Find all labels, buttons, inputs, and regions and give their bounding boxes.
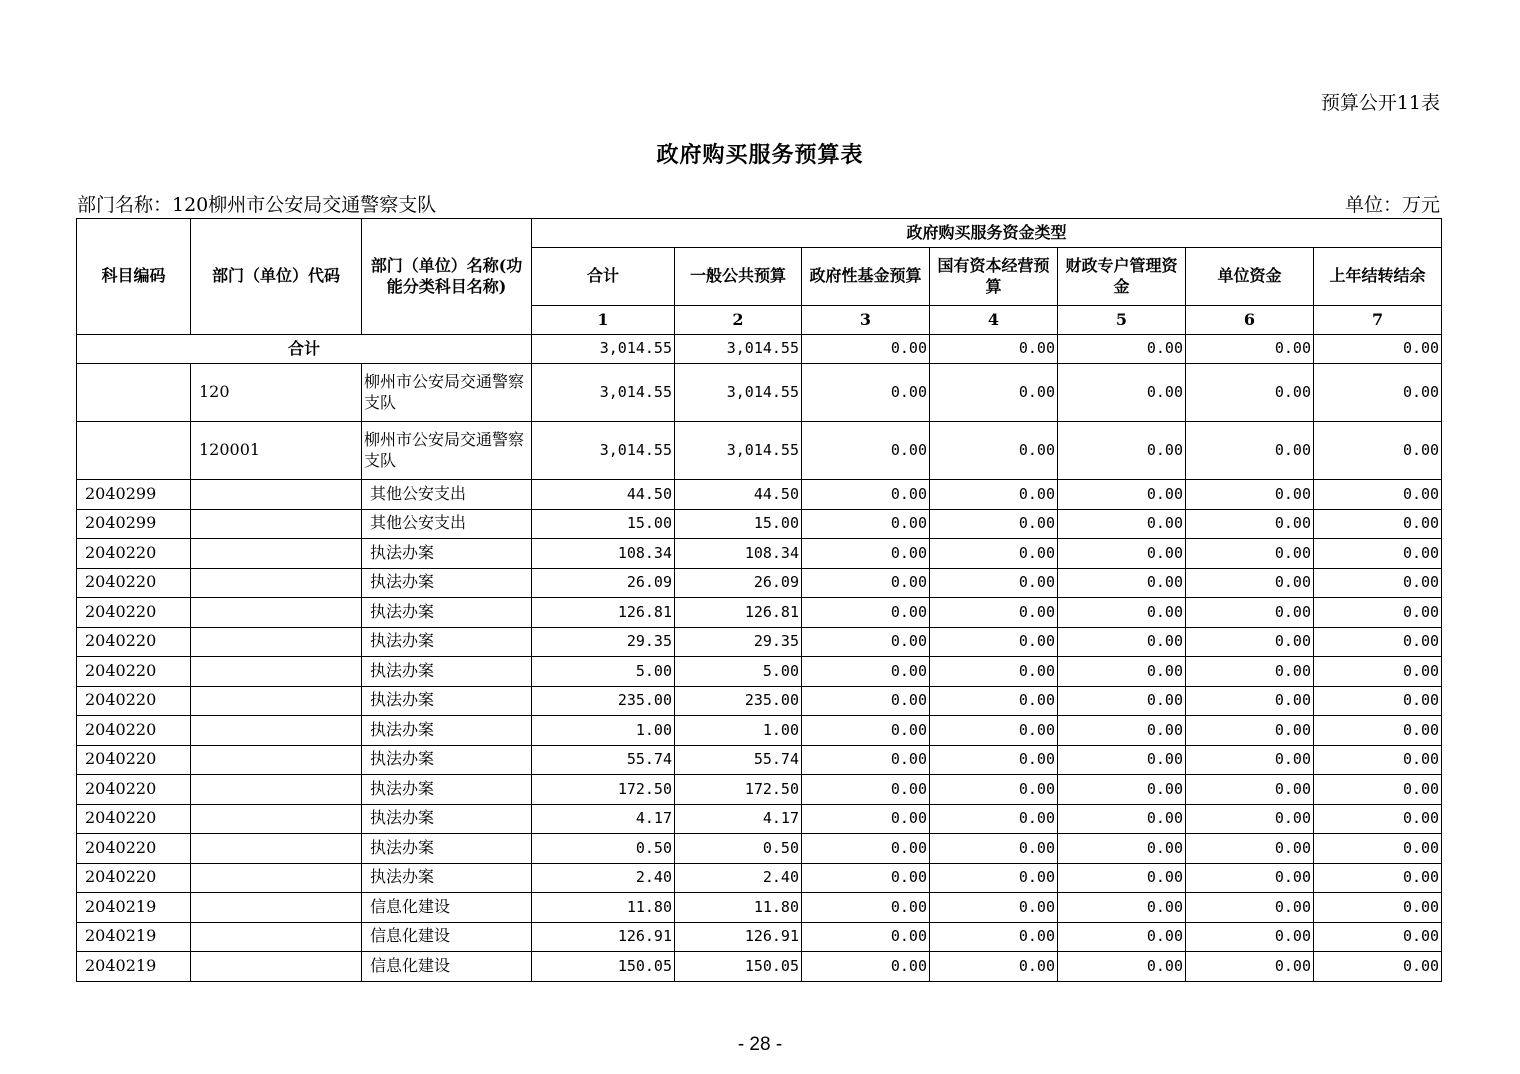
amount-cell: 108.34 — [532, 539, 675, 569]
amount-cell: 2.40 — [675, 863, 802, 893]
subject-code-cell: 2040220 — [77, 834, 191, 864]
amount-cell: 0.00 — [1186, 922, 1314, 952]
table-row — [77, 509, 1442, 539]
header-unit-name: 部门（单位）名称(功能分类科目名称) — [362, 219, 532, 335]
amount-cell: 0.00 — [1314, 568, 1442, 598]
amount-cell: 235.00 — [675, 686, 802, 716]
amount-cell: 0.00 — [802, 834, 930, 864]
amount-cell: 0.00 — [1186, 422, 1314, 480]
amount-cell: 0.00 — [1314, 422, 1442, 480]
table-row — [77, 922, 1442, 952]
amount-cell: 5.00 — [532, 657, 675, 687]
amount-cell: 29.35 — [675, 627, 802, 657]
amount-cell: 3,014.55 — [675, 422, 802, 480]
amount-cell: 0.00 — [930, 364, 1058, 422]
amount-cell: 11.80 — [532, 893, 675, 923]
amount-cell: 0.00 — [1314, 509, 1442, 539]
unit-code-cell — [191, 716, 362, 746]
amount-cell: 26.09 — [532, 568, 675, 598]
amount-cell: 0.00 — [930, 686, 1058, 716]
amount-cell: 0.00 — [802, 716, 930, 746]
item-name-cell: 信息化建设 — [362, 893, 532, 923]
amount-cell: 0.00 — [1186, 509, 1314, 539]
subject-code-cell: 2040219 — [77, 893, 191, 923]
amount-cell: 0.00 — [1314, 952, 1442, 982]
subject-code-cell: 2040220 — [77, 568, 191, 598]
amount-cell: 29.35 — [532, 627, 675, 657]
amount-cell: 0.00 — [802, 686, 930, 716]
amount-cell: 0.00 — [1314, 775, 1442, 805]
header-col-name: 财政专户管理资金 — [1058, 248, 1186, 306]
unit-code-cell — [191, 863, 362, 893]
unit-code-cell — [191, 627, 362, 657]
item-name-cell: 执法办案 — [362, 539, 532, 569]
unit-code-cell — [191, 686, 362, 716]
amount-cell: 0.00 — [1186, 539, 1314, 569]
amount-cell: 0.00 — [930, 893, 1058, 923]
amount-cell: 0.00 — [802, 364, 930, 422]
unit-code-cell — [191, 804, 362, 834]
item-name-cell: 执法办案 — [362, 745, 532, 775]
total-value: 3,014.55 — [532, 335, 675, 364]
header-subject-code: 科目编码 — [77, 219, 191, 335]
amount-cell: 0.00 — [1314, 834, 1442, 864]
amount-cell: 0.00 — [802, 509, 930, 539]
amount-cell: 15.00 — [532, 509, 675, 539]
amount-cell: 0.00 — [802, 893, 930, 923]
unit-code-cell — [191, 952, 362, 982]
item-name-cell: 执法办案 — [362, 716, 532, 746]
amount-cell: 0.00 — [1186, 364, 1314, 422]
amount-cell: 0.00 — [1186, 627, 1314, 657]
amount-cell: 0.50 — [532, 834, 675, 864]
amount-cell: 0.00 — [930, 657, 1058, 687]
item-name-cell: 执法办案 — [362, 863, 532, 893]
amount-cell: 5.00 — [675, 657, 802, 687]
amount-cell: 0.00 — [1314, 716, 1442, 746]
table-row — [77, 568, 1442, 598]
amount-cell: 172.50 — [532, 775, 675, 805]
amount-cell: 0.00 — [1186, 834, 1314, 864]
amount-cell: 0.00 — [1186, 598, 1314, 628]
amount-cell: 126.81 — [532, 598, 675, 628]
amount-cell: 3,014.55 — [532, 364, 675, 422]
amount-cell: 0.00 — [930, 480, 1058, 510]
amount-cell: 55.74 — [675, 745, 802, 775]
item-name-cell: 执法办案 — [362, 775, 532, 805]
unit-code-cell — [191, 657, 362, 687]
amount-cell: 150.05 — [675, 952, 802, 982]
department-label: 部门名称：120柳州市公安局交通警察支队 — [77, 194, 437, 216]
amount-cell: 0.00 — [1314, 893, 1442, 923]
amount-cell: 0.00 — [930, 952, 1058, 982]
subject-code-cell: 2040299 — [77, 480, 191, 510]
amount-cell: 0.00 — [802, 804, 930, 834]
amount-cell: 235.00 — [532, 686, 675, 716]
amount-cell: 0.00 — [1058, 627, 1186, 657]
amount-cell: 1.00 — [532, 716, 675, 746]
item-name-cell: 信息化建设 — [362, 952, 532, 982]
amount-cell: 0.00 — [930, 775, 1058, 805]
amount-cell: 0.00 — [802, 952, 930, 982]
amount-cell: 0.00 — [1186, 804, 1314, 834]
header-unit-code: 部门（单位）代码 — [191, 219, 362, 335]
subject-code-cell: 2040220 — [77, 539, 191, 569]
amount-cell: 4.17 — [675, 804, 802, 834]
unit-code-cell — [191, 834, 362, 864]
item-name-cell: 执法办案 — [362, 568, 532, 598]
amount-cell: 11.80 — [675, 893, 802, 923]
header-col-number: 4 — [930, 306, 1058, 335]
unit-code-cell: 120001 — [191, 422, 362, 480]
unit-code-cell: 120 — [191, 364, 362, 422]
amount-cell: 2.40 — [532, 863, 675, 893]
header-col-number: 7 — [1314, 306, 1442, 335]
amount-cell: 0.00 — [1058, 509, 1186, 539]
unit-code-cell — [191, 598, 362, 628]
amount-cell: 0.00 — [1186, 863, 1314, 893]
amount-cell: 0.00 — [1314, 657, 1442, 687]
unit-name-cell: 柳州市公安局交通警察支队 — [362, 422, 532, 480]
amount-cell: 3,014.55 — [532, 422, 675, 480]
amount-cell: 0.00 — [1186, 893, 1314, 923]
amount-cell: 44.50 — [675, 480, 802, 510]
unit-row — [77, 364, 1442, 422]
amount-cell: 150.05 — [532, 952, 675, 982]
amount-cell: 0.00 — [1186, 775, 1314, 805]
amount-cell: 0.00 — [1058, 686, 1186, 716]
item-name-cell: 其他公安支出 — [362, 480, 532, 510]
amount-cell: 0.00 — [802, 657, 930, 687]
amount-cell: 0.00 — [930, 539, 1058, 569]
unit-code-cell — [191, 568, 362, 598]
amount-cell: 172.50 — [675, 775, 802, 805]
table-row — [77, 863, 1442, 893]
subject-code-cell: 2040219 — [77, 922, 191, 952]
amount-cell: 0.00 — [930, 598, 1058, 628]
unit-code-cell — [191, 539, 362, 569]
amount-cell: 0.00 — [1058, 480, 1186, 510]
amount-cell: 0.00 — [802, 627, 930, 657]
amount-cell: 4.17 — [532, 804, 675, 834]
table-row — [77, 804, 1442, 834]
total-value: 3,014.55 — [675, 335, 802, 364]
item-name-cell: 执法办案 — [362, 627, 532, 657]
amount-cell: 55.74 — [532, 745, 675, 775]
amount-cell: 0.00 — [1314, 922, 1442, 952]
amount-cell: 0.00 — [1058, 922, 1186, 952]
unit-code-cell — [191, 509, 362, 539]
header-col-name: 单位资金 — [1186, 248, 1314, 306]
amount-cell: 0.00 — [1186, 952, 1314, 982]
amount-cell: 0.00 — [1058, 598, 1186, 628]
total-value: 0.00 — [1186, 335, 1314, 364]
subject-code-cell: 2040299 — [77, 509, 191, 539]
item-name-cell: 执法办案 — [362, 834, 532, 864]
table-row — [77, 893, 1442, 923]
table-row — [77, 480, 1442, 510]
amount-cell: 0.00 — [1186, 657, 1314, 687]
amount-cell: 0.00 — [1314, 863, 1442, 893]
item-name-cell: 执法办案 — [362, 686, 532, 716]
amount-cell: 0.00 — [930, 422, 1058, 480]
amount-cell: 0.00 — [1058, 775, 1186, 805]
amount-cell: 15.00 — [675, 509, 802, 539]
amount-cell: 0.00 — [1186, 745, 1314, 775]
subject-code-cell: 2040220 — [77, 657, 191, 687]
amount-cell: 0.00 — [1058, 364, 1186, 422]
amount-cell: 0.00 — [1314, 686, 1442, 716]
subject-code-cell: 2040220 — [77, 775, 191, 805]
amount-cell: 0.00 — [1058, 657, 1186, 687]
total-value: 0.00 — [930, 335, 1058, 364]
amount-cell: 0.00 — [1058, 539, 1186, 569]
amount-cell: 108.34 — [675, 539, 802, 569]
subject-code-cell: 2040220 — [77, 716, 191, 746]
amount-cell: 44.50 — [532, 480, 675, 510]
header-col-name: 政府性基金预算 — [802, 248, 930, 306]
amount-cell: 126.81 — [675, 598, 802, 628]
amount-cell: 0.00 — [1186, 716, 1314, 746]
amount-cell: 0.00 — [802, 422, 930, 480]
subject-code-cell: 2040220 — [77, 745, 191, 775]
amount-cell: 0.00 — [802, 480, 930, 510]
subject-code-cell — [77, 364, 191, 422]
subject-code-cell: 2040220 — [77, 598, 191, 628]
table-row — [77, 539, 1442, 569]
header-fund-type: 政府购买服务资金类型 — [532, 219, 1442, 248]
amount-cell: 0.00 — [1186, 480, 1314, 510]
table-body — [77, 335, 1442, 982]
unit-code-cell — [191, 775, 362, 805]
amount-cell: 0.00 — [930, 745, 1058, 775]
amount-cell: 126.91 — [675, 922, 802, 952]
amount-cell: 0.00 — [1058, 834, 1186, 864]
amount-cell: 0.00 — [802, 568, 930, 598]
header-col-number: 6 — [1186, 306, 1314, 335]
form-number: 预算公开11表 — [1320, 92, 1440, 114]
table-row — [77, 598, 1442, 628]
unit-code-cell — [191, 922, 362, 952]
unit-code-cell — [191, 480, 362, 510]
header-col-name: 上年结转结余 — [1314, 248, 1442, 306]
amount-cell: 0.00 — [1058, 952, 1186, 982]
amount-cell: 126.91 — [532, 922, 675, 952]
subject-code-cell: 2040220 — [77, 627, 191, 657]
total-value: 0.00 — [1058, 335, 1186, 364]
unit-label: 单位：万元 — [1344, 194, 1440, 216]
table-row — [77, 775, 1442, 805]
unit-code-cell — [191, 745, 362, 775]
amount-cell: 0.00 — [930, 568, 1058, 598]
total-row — [77, 335, 1442, 364]
subject-code-cell: 2040219 — [77, 952, 191, 982]
total-label: 合计 — [77, 335, 532, 364]
header-col-name: 一般公共预算 — [675, 248, 802, 306]
table-row — [77, 627, 1442, 657]
amount-cell: 0.00 — [802, 598, 930, 628]
amount-cell: 0.00 — [1058, 745, 1186, 775]
amount-cell: 0.00 — [1186, 686, 1314, 716]
subject-code-cell: 2040220 — [77, 686, 191, 716]
amount-cell: 0.00 — [930, 509, 1058, 539]
amount-cell: 0.00 — [1058, 893, 1186, 923]
amount-cell: 0.00 — [930, 922, 1058, 952]
amount-cell: 0.00 — [1314, 598, 1442, 628]
amount-cell: 0.00 — [930, 863, 1058, 893]
amount-cell: 0.00 — [1314, 480, 1442, 510]
unit-code-cell — [191, 893, 362, 923]
amount-cell: 0.00 — [802, 863, 930, 893]
header-col-number: 3 — [802, 306, 930, 335]
item-name-cell: 信息化建设 — [362, 922, 532, 952]
page-title: 政府购买服务预算表 — [656, 142, 864, 168]
amount-cell: 0.00 — [802, 745, 930, 775]
header-col-number: 5 — [1058, 306, 1186, 335]
amount-cell: 0.00 — [1186, 568, 1314, 598]
item-name-cell: 执法办案 — [362, 598, 532, 628]
unit-name-cell: 柳州市公安局交通警察支队 — [362, 364, 532, 422]
header-col-name: 合计 — [532, 248, 675, 306]
amount-cell: 0.00 — [802, 922, 930, 952]
amount-cell: 3,014.55 — [675, 364, 802, 422]
item-name-cell: 执法办案 — [362, 657, 532, 687]
subject-code-cell: 2040220 — [77, 804, 191, 834]
table-row — [77, 952, 1442, 982]
amount-cell: 0.00 — [930, 804, 1058, 834]
item-name-cell: 执法办案 — [362, 804, 532, 834]
amount-cell: 0.00 — [1058, 422, 1186, 480]
amount-cell: 0.00 — [930, 627, 1058, 657]
header-col-number: 1 — [532, 306, 675, 335]
amount-cell: 0.00 — [1314, 745, 1442, 775]
subject-code-cell: 2040220 — [77, 863, 191, 893]
amount-cell: 0.00 — [1314, 804, 1442, 834]
table-row — [77, 716, 1442, 746]
amount-cell: 0.00 — [802, 539, 930, 569]
amount-cell: 0.00 — [1058, 716, 1186, 746]
amount-cell: 0.00 — [930, 716, 1058, 746]
amount-cell: 26.09 — [675, 568, 802, 598]
amount-cell: 0.00 — [1058, 804, 1186, 834]
subject-code-cell — [77, 422, 191, 480]
amount-cell: 0.00 — [930, 834, 1058, 864]
total-value: 0.00 — [802, 335, 930, 364]
header-col-number: 2 — [675, 306, 802, 335]
amount-cell: 0.00 — [1314, 364, 1442, 422]
amount-cell: 0.00 — [1314, 627, 1442, 657]
table-row — [77, 657, 1442, 687]
table-row — [77, 834, 1442, 864]
amount-cell: 0.50 — [675, 834, 802, 864]
amount-cell: 0.00 — [1058, 568, 1186, 598]
budget-table — [76, 218, 1442, 982]
page-number: - 28 - — [737, 1034, 783, 1055]
amount-cell: 1.00 — [675, 716, 802, 746]
amount-cell: 0.00 — [1058, 863, 1186, 893]
amount-cell: 0.00 — [1314, 539, 1442, 569]
unit-row — [77, 422, 1442, 480]
amount-cell: 0.00 — [802, 775, 930, 805]
table-header — [77, 219, 1442, 335]
item-name-cell: 其他公安支出 — [362, 509, 532, 539]
total-value: 0.00 — [1314, 335, 1442, 364]
table-row — [77, 745, 1442, 775]
header-col-name: 国有资本经营预算 — [930, 248, 1058, 306]
table-row — [77, 686, 1442, 716]
